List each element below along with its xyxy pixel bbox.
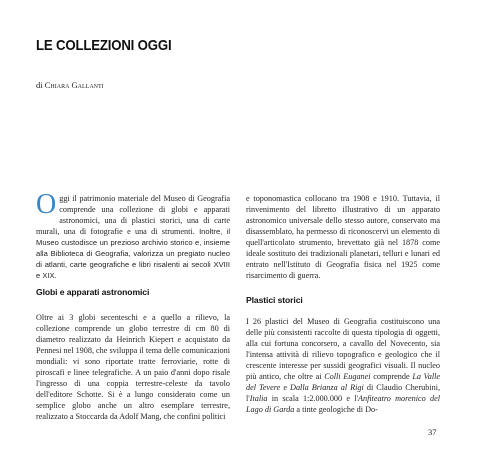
right-intro-text: e toponomastica collocano tra 1908 e 1910. Tuttavia, il rinvenimento del libretto illustrativo di un apparato astronomico universale dello stesso autore, conservato ma disassemblato, ha permesso di riconoscervi un elemento di quell'articolato strumento, brevettato già nel 1878 come ideale sostituto dei tradizionali planetari, telluri e lunari ed entrato nell'Istituto di Geografia fisica nel 1925 come risarcimento di guerra. [246,194,440,280]
plastici-italic-2: La Valle del Tevere [246,372,441,392]
author-line [36,80,104,90]
plastici-text-1: I 26 plastici del Museo di Geografia costituiscono una delle più consistenti raccolte di questa tipologia di oggetti, alla cui fortuna concorsero, a cavallo del Novecento, sia l'intensa attività di rilievo topografico e geologico che il crescente interesse per sussidi geografici visuali. Il nucleo più antico, che oltre ai [246,317,440,381]
plastici-italic-1: Colli Euganei [324,372,371,381]
section-heading-globi: Globi e apparati astronomici [36,287,150,297]
plastici-text-6: a tinte geologiche di Do- [296,405,378,414]
plastici-text-2: comprende [373,372,410,381]
section-plastici-body [246,316,440,415]
drop-cap: O [36,189,57,220]
plastici-text-5: in scala 1:2.000.000 e l' [271,394,358,403]
plastici-paragraph [246,316,440,415]
plastici-text-3: e [283,383,287,392]
intro-text-sans: Inoltre, il Museo custodisce un prezioso archivio storico e, insieme alla Biblioteca di Geografia, valorizza un pregiato nucleo di atlanti, carte geografiche e libri risalenti ai secoli XVIII e XIX. [36,227,231,280]
right-column-intro [246,193,440,281]
plastici-italic-4: Italia [249,394,268,403]
intro-text-serif: ggi il patrimonio materiale del Museo di Geografia comprende una collezione di globi e apparati astronomici, una di plastici storici, una di carte murali, una di fotografie e una di strumenti. [36,194,230,236]
plastici-text-4: di Claudio Cherubini, l' [246,383,441,403]
section-globi-body [36,312,230,422]
intro-paragraph [36,189,231,281]
author-name: Chiara Gallanti [44,80,104,90]
author-prefix: di [36,80,43,90]
chapter-title: LE COLLEZIONI OGGI [36,37,172,54]
intro-text [36,189,231,281]
section-heading-plastici: Plastici storici [246,295,303,305]
plastici-italic-3: Dalla Brianza al Rigi [290,383,364,392]
page-number: 37 [428,427,437,437]
globi-paragraph: Oltre ai 3 globi secenteschi e a quello a rilievo, la collezione comprende un globo terrestre di cm 80 di diametro realizzato da Heinrich Kiepert e acquistato da Pennesi nel 1908, che sviluppa il tema delle comunicazioni mondiali: vi sono riportate tratte ferroviarie, rotte di piroscafi e linee telegrafiche. A un paio d'anni dopo risale l'ingresso di una coppia terrestre-celeste da tavolo dell'editore Schotte. Si è a lungo considerato come un semplice globo anche un altro esemplare terrestre, realizzato a Stoccarda da Adolf Mang, che confini politici [36,313,230,421]
plastici-italic-5: Anfiteatro morenico del Lago di Garda [246,394,440,414]
